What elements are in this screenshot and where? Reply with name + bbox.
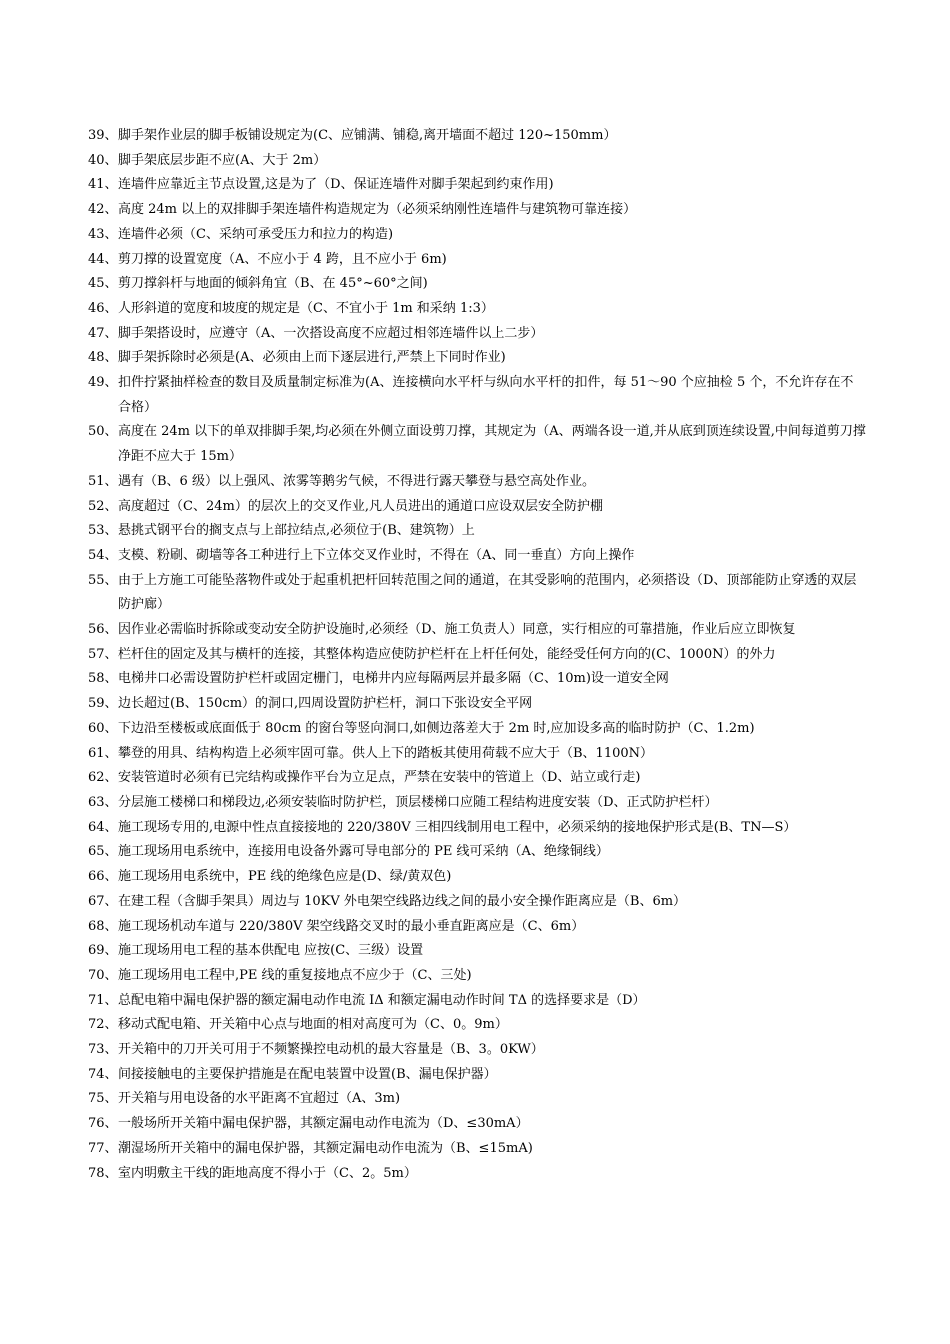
question-number: 51、 <box>88 473 118 489</box>
question-text: 室内明敷主干线的距地高度不得小于（C、2。5m） <box>118 1165 417 1181</box>
list-item <box>88 791 866 816</box>
question-number: 53、 <box>88 523 118 539</box>
question-text: 分层施工楼梯口和梯段边,必须安装临时防护栏，顶层楼梯口应随工程结构进度安装（D、正式防护栏杆） <box>118 794 718 810</box>
question-text: 栏杆住的固定及其与横杆的连接，其整体构造应使防护栏杆在上杆任何处，能经受任何方向的(C、1000N）的外力 <box>118 646 776 662</box>
list-item <box>88 322 866 347</box>
question-text: 遇有（B、6 级）以上强风、浓雾等鹅劣气候，不得进行露天攀登与悬空高处作业。 <box>118 473 595 489</box>
list-item <box>88 692 866 717</box>
question-number: 76、 <box>88 1116 118 1132</box>
list-item <box>88 1087 866 1112</box>
question-number: 70、 <box>88 967 118 983</box>
list-item <box>88 569 866 618</box>
list-item <box>88 840 866 865</box>
question-text: 脚手架拆除时必须是(A、必须由上而下逐层进行,严禁上下同时作业) <box>118 350 506 366</box>
question-text: 总配电箱中漏电保护器的额定漏电动作电流 IΔ 和额定漏电动作时间 TΔ 的选择要求是（D） <box>118 992 646 1008</box>
question-number: 46、 <box>88 300 118 316</box>
list-item <box>88 470 866 495</box>
list-item <box>88 989 866 1014</box>
list-item <box>88 1063 866 1088</box>
question-number: 71、 <box>88 992 118 1008</box>
question-number: 62、 <box>88 770 118 786</box>
list-item <box>88 667 866 692</box>
question-text: 施工现场机动车道与 220/380V 架空线路交叉时的最小垂直距离应是（C、6m） <box>118 918 585 934</box>
question-number: 66、 <box>88 869 118 885</box>
question-text: 下边沿至楼板或底面低于 80cm 的窗台等竖向洞口,如侧边落差大于 2m 时,应加设多高的临时防护（C、1.2m) <box>118 720 755 736</box>
question-number: 69、 <box>88 943 118 959</box>
list-item <box>88 742 866 767</box>
question-text: 电梯井口必需设置防护栏杆或固定栅门，电梯井内应每隔两层并最多隔（C、10m)设一道安全网 <box>118 671 669 687</box>
list-item <box>88 816 866 841</box>
question-text: 移动式配电箱、开关箱中心点与地面的相对高度可为（C、0。9m） <box>118 1017 508 1033</box>
question-text: 施工现场用电系统中，PE 线的绝缘色应是(D、绿/黄双色) <box>118 869 452 885</box>
question-number: 56、 <box>88 622 118 638</box>
question-text: 脚手架搭设时，应遵守（A、一次搭设高度不应超过相邻连墙件以上二步） <box>118 325 544 341</box>
question-text: 高度 24m 以上的双排脚手架连墙件构造规定为（必须采纳刚性连墙件与建筑物可靠连接） <box>118 202 637 218</box>
question-number: 40、 <box>88 152 118 168</box>
question-number: 75、 <box>88 1091 118 1107</box>
question-number: 65、 <box>88 844 118 860</box>
list-item <box>88 272 866 297</box>
list-item <box>88 643 866 668</box>
list-item <box>88 173 866 198</box>
question-number: 39、 <box>88 128 118 143</box>
question-number: 67、 <box>88 893 118 909</box>
list-item <box>88 890 866 915</box>
question-text: 施工现场用电工程的基本供配电 应按(C、三级）设置 <box>118 943 424 959</box>
question-number: 68、 <box>88 918 118 934</box>
list-item <box>88 124 866 149</box>
question-number: 42、 <box>88 202 118 218</box>
question-text: 人形斜道的宽度和坡度的规定是（C、不宜小于 1m 和采纳 1:3） <box>118 300 494 316</box>
question-text: 潮湿场所开关箱中的漏电保护器，其额定漏电动作电流为（B、≤15mA) <box>118 1140 533 1156</box>
question-text: 因作业必需临时拆除或变动安全防护设施时,必须经（D、施工负责人）同意，实行相应的可靠措施，作业后应立即恢复 <box>118 622 796 638</box>
question-text: 施工现场用电系统中，连接用电设备外露可导电部分的 PE 线可采纳（A、绝缘铜线） <box>118 844 609 860</box>
question-number: 59、 <box>88 696 118 712</box>
question-number: 43、 <box>88 226 118 242</box>
question-number: 63、 <box>88 794 118 810</box>
question-text: 脚手架作业层的脚手板铺设规定为(C、应铺满、铺稳,离开墙面不超过 120~150mm） <box>118 128 617 143</box>
question-text: 高度在 24m 以下的单双排脚手架,均必须在外侧立面设剪刀撑，其规定为（A、两端各设一道,并从底到顶连续设置,中间每道剪刀撑净距不应大于 15m） <box>118 424 866 465</box>
question-number: 72、 <box>88 1017 118 1033</box>
list-item <box>88 248 866 273</box>
question-number: 60、 <box>88 720 118 736</box>
list-item <box>88 1162 866 1187</box>
list-item <box>88 495 866 520</box>
question-text: 安装管道时必须有已完结构或操作平台为立足点，严禁在安装中的管道上（D、站立或行走) <box>118 770 641 786</box>
question-text: 开关箱与用电设备的水平距离不宜超过（A、3m) <box>118 1091 401 1107</box>
question-list <box>88 124 866 1186</box>
question-text: 攀登的用具、结构构造上必须牢固可靠。供人上下的踏板其使用荷载不应大于（B、1100N） <box>118 745 654 761</box>
question-text: 剪刀撑的设置宽度（A、不应小于 4 跨，且不应小于 6m) <box>118 251 447 267</box>
question-text: 一般场所开关箱中漏电保护器，其额定漏电动作电流为（D、≤30mA） <box>118 1116 529 1132</box>
question-number: 54、 <box>88 547 118 563</box>
list-item <box>88 964 866 989</box>
list-item <box>88 346 866 371</box>
list-item <box>88 766 866 791</box>
question-text: 边长超过(B、150cm）的洞口,四周设置防护栏杆，洞口下张设安全平网 <box>118 696 533 712</box>
question-text: 连墙件必须（C、采纳可承受压力和拉力的构造) <box>118 226 394 242</box>
list-item <box>88 544 866 569</box>
question-text: 开关箱中的刀开关可用于不频繁操控电动机的最大容量是（B、3。0KW） <box>118 1042 544 1058</box>
list-item <box>88 618 866 643</box>
list-item <box>88 297 866 322</box>
question-number: 78、 <box>88 1165 118 1181</box>
list-item <box>88 420 866 469</box>
question-text: 扣件拧紧抽样检查的数目及质量制定标准为(A、连接横向水平杆与纵向水平杆的扣件，每 51～90 个应抽检 5 个，不允许存在不合格） <box>118 375 854 415</box>
list-item <box>88 1038 866 1063</box>
question-number: 55、 <box>88 572 118 588</box>
list-item <box>88 939 866 964</box>
question-text: 高度超过（C、24m）的层次上的交叉作业,凡人员进出的通道口应设双层安全防护棚 <box>118 498 603 514</box>
question-text: 悬挑式钢平台的搁支点与上部拉结点,必须位于(B、建筑物）上 <box>118 523 475 539</box>
question-text: 脚手架底层步距不应(A、大于 2m） <box>118 152 327 168</box>
list-item <box>88 865 866 890</box>
list-item <box>88 149 866 174</box>
question-text: 连墙件应靠近主节点设置,这是为了（D、保证连墙件对脚手架起到约束作用) <box>118 177 554 193</box>
question-number: 57、 <box>88 646 118 662</box>
question-text: 在建工程（含脚手架具）周边与 10KV 外电架空线路边线之间的最小安全操作距离应是（B、6m） <box>118 893 687 909</box>
question-number: 41、 <box>88 177 118 193</box>
list-item <box>88 223 866 248</box>
question-number: 61、 <box>88 745 118 761</box>
question-number: 47、 <box>88 325 118 341</box>
list-item <box>88 1013 866 1038</box>
question-text: 支模、粉刷、砌墙等各工种进行上下立体交叉作业时，不得在（A、同一垂直）方向上操作 <box>118 547 635 563</box>
list-item <box>88 915 866 940</box>
question-number: 50、 <box>88 424 118 440</box>
question-text: 施工现场专用的,电源中性点直接接地的 220/380V 三相四线制用电工程中，必须采纳的接地保护形式是(B、TN—S） <box>118 819 797 835</box>
list-item <box>88 717 866 742</box>
question-number: 49、 <box>88 375 118 391</box>
list-item <box>88 198 866 223</box>
question-number: 64、 <box>88 819 118 835</box>
question-number: 74、 <box>88 1066 118 1082</box>
question-number: 58、 <box>88 671 118 687</box>
question-text: 由于上方施工可能坠落物件或处于起重机把杆回转范围之间的通道，在其受影响的范围内，必须搭设（D、顶部能防止穿透的双层防护廊） <box>118 572 857 613</box>
question-number: 52、 <box>88 498 118 514</box>
list-item <box>88 519 866 544</box>
question-text: 间接接触电的主要保护措施是在配电装置中设置(B、漏电保护器） <box>118 1066 497 1082</box>
question-number: 45、 <box>88 276 118 292</box>
list-item <box>88 1112 866 1137</box>
list-item <box>88 371 866 420</box>
question-text: 施工现场用电工程中,PE 线的重复接地点不应少于（C、三处) <box>118 967 472 983</box>
question-number: 44、 <box>88 251 118 267</box>
question-number: 73、 <box>88 1042 118 1058</box>
question-number: 77、 <box>88 1140 118 1156</box>
list-item <box>88 1137 866 1162</box>
question-text: 剪刀撑斜杆与地面的倾斜角宜（B、在 45°~60°之间) <box>118 276 428 292</box>
question-number: 48、 <box>88 350 118 366</box>
